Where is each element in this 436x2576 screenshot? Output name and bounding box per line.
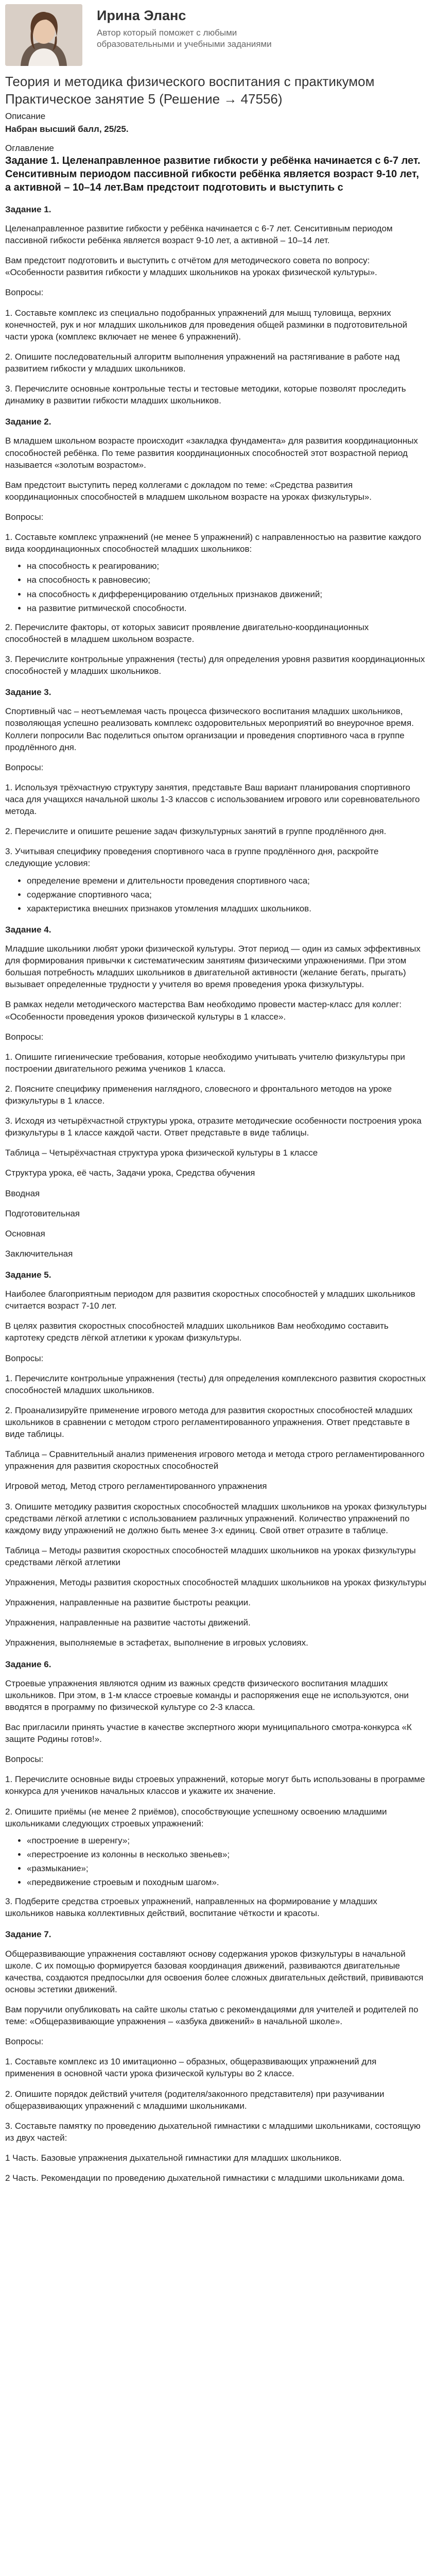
list-item: • на способность к реагированию;: [27, 560, 427, 572]
task-paragraph: 3. Составьте памятку по проведению дыхательной гимнастики с младшими школьниками, состоящую из двух частей:: [5, 2121, 421, 2143]
task-paragraph: 1. Используя трёхчастную структуру занятия, представьте Ваш вариант планирования спортивного часа для учащихся начальной школы 1-3 классов с использованием игрового или соревновательного метода.: [5, 782, 420, 817]
task-paragraph: 3. Подберите средства строевых упражнений, направленных на формирование у младших школьников навыка коллективных действий, воспитание чёткости и красоты.: [5, 1896, 377, 1919]
task-paragraph: Вопросы:: [5, 1031, 44, 1042]
task-paragraph: Вопросы:: [5, 762, 44, 772]
task-paragraph: Заключительная: [5, 1248, 73, 1259]
score-text: Набран высший балл, 25/25.: [5, 124, 129, 134]
task-title: Задание 3.: [5, 687, 51, 698]
list-item: • содержание спортивного часа;: [27, 889, 427, 901]
task-paragraph: Вам предстоит выступить перед коллегами с докладом по теме: «Средства развития координационных способностей в младшем школьном возрасте на уроках физкультуры».: [5, 480, 372, 502]
list-item: • характеристика внешних признаков утомления младших школьников.: [27, 903, 427, 914]
task-paragraph: Младшие школьники любят уроки физической культуры. Этот период — один из самых эффективных для формирования привычки к систематическим занятиям физическими упражнениями. При этом большая потребность младших школьников в двигательной активности (желание бегать, прыгать) вызывает определенные трудности у учителя во время проведения урока физкультуры.: [5, 943, 421, 990]
task-paragraph: Упражнения, выполняемые в эстафетах, выполнение в игровых условиях.: [5, 1638, 308, 1648]
list-item: • «передвижение строевым и походным шагом».: [27, 1876, 427, 1888]
task-paragraph: 2. Перечислите и опишите решение задач физкультурных занятий в группе продлённого дня.: [5, 826, 387, 837]
task-paragraph: 1. Составьте комплекс упражнений (не менее 5 упражнений) с направленностью на развитие каждого вида координационных способностей младших школьников:: [5, 532, 422, 554]
task-paragraph: Упражнения, направленные на развитие быстроты реакции.: [5, 1598, 251, 1608]
task-paragraph: 2. Опишите порядок действий учителя (родителя/законного представителя) при разучивании общеразвивающих упражнений с младшими школьниками.: [5, 2089, 385, 2111]
task-paragraph: 2. Поясните специфику применения наглядного, словесного и фронтального методов на уроке физкультуры в 1 классе.: [5, 1083, 392, 1106]
task-paragraph: 1. Составьте комплекс из специально подобранных упражнений для мышц туловища, верхних конечностей, рук и ног младших школьников для проведения общей разминки в подготовительной части урока (комплекс включает не менее 6 упражнений).: [5, 308, 408, 342]
task-paragraph: 3. Исходя из четырёхчастной структуры урока, отразите методические особенности построения урока физкультуры в 1 классе каждой части. Ответ представьте в виде таблицы.: [5, 1116, 422, 1138]
task-paragraph: 1. Составьте комплекс из 10 имитационно – образных, общеразвивающих упражнений для применения в основной части урока физической культуры во 2 классе.: [5, 2057, 377, 2079]
author-name[interactable]: Ирина Эланс: [97, 8, 186, 23]
task-section: [5, 1928, 427, 2184]
task-section: [5, 686, 427, 914]
task-paragraph: 1. Перечислите контрольные упражнения (тесты) для определения комплексного развития скоростных способностей младших школьников.: [5, 1373, 426, 1395]
task-paragraph: 1. Перечислите основные виды строевых упражнений, которые могут быть использованы в программе конкурса для учеников начальных классов и укажите их значение.: [5, 1774, 425, 1797]
task-paragraph: Вопросы:: [5, 287, 44, 298]
task-paragraph: Спортивный час – неотъемлемая часть процесса физического воспитания младших школьников, позволяющая успешно реализовать комплекс оздоровительных мероприятий во внеурочное время. Коллеги попросили Вас поделиться опытом организации и проведения спортивного часа в группе продлённого дня.: [5, 706, 414, 752]
task-paragraph: 2. Опишите последовательный алгоритм выполнения упражнений на растягивание в работе над развитием гибкости у младших школьников.: [5, 351, 400, 374]
task-paragraph: Целенаправленное развитие гибкости у ребёнка начинается с 6-7 лет. Сенситивным периодом пассивной гибкости ребёнка является возраст 9-10 лет, а активной – 10–14 лет.: [5, 224, 393, 246]
task-paragraph: Вопросы:: [5, 1754, 44, 1765]
list-item: • «размыкание»;: [27, 1862, 427, 1874]
author-description: Автор который поможет с любыми образовательными и учебными заданиями: [97, 27, 272, 49]
list-item: • определение времени и длительности проведения спортивного часа;: [27, 875, 427, 887]
task-paragraph: Вводная: [5, 1188, 40, 1198]
task-paragraph: Строевые упражнения являются одним из важных средств физического воспитания младших школьников. При этом, в 1-м классе строевые команды и распоряжения еще не используются, они вводятся в программу по физической культуре со 2-3 класса.: [5, 1678, 409, 1712]
list-item: • на способность к равновесию;: [27, 574, 427, 586]
task-title: Задание 7.: [5, 1929, 51, 1940]
list-item: • на способность к дифференцированию отдельных признаков движений;: [27, 588, 427, 600]
task-title: Задание 2.: [5, 417, 51, 427]
task-paragraph: 2 Часть. Рекомендации по проведению дыхательной гимнастики с младшими школьниками дома.: [5, 2173, 405, 2183]
bullet-list: [5, 560, 427, 614]
task-paragraph: 3. Учитывая специфику проведения спортивного часа в группе продлённого дня, раскройте следующие условия:: [5, 846, 379, 869]
task-section: [5, 204, 427, 406]
task-paragraph: 3. Перечислите контрольные упражнения (тесты) для определения уровня развития координационных способностей у младших школьников.: [5, 654, 425, 676]
task-paragraph: 2. Опишите приёмы (не менее 2 приёмов), способствующие успешному освоению младшими школьниками следующих строевых упражнений:: [5, 1806, 387, 1828]
task-paragraph: Вопросы:: [5, 1353, 44, 1363]
toc-label: Оглавление: [5, 143, 54, 153]
task-paragraph: 3. Опишите методику развития скоростных способностей младших школьников на уроках физкультуры средствами лёгкой атлетики с использованием различных упражнений. Количество упражнений по каждому виду упражнений не должно быть менее 3-х единиц. Свой ответ отразите в таблице.: [5, 1501, 427, 1535]
task-paragraph: Вас пригласили принять участие в качестве экспертного жюри муниципального смотра-конкурса «К защите Родины готов!».: [5, 1722, 412, 1744]
task-title: Задание 5.: [5, 1270, 51, 1280]
list-item: • «перестроение из колонны в несколько звеньев»;: [27, 1849, 427, 1860]
task-paragraph: 2. Перечислите факторы, от которых зависит проявление двигательно-координационных способностей в младшем школьном возрасте.: [5, 622, 369, 644]
task-paragraph: Подготовительная: [5, 1208, 80, 1218]
task-paragraph: В рамках недели методического мастерства Вам необходимо провести мастер-класс для коллег: «Особенности проведения уроков физической культуры в 1 классе».: [5, 999, 402, 1022]
list-item: • на развитие ритмической способности.: [27, 602, 427, 614]
task-paragraph: Вопросы:: [5, 2037, 44, 2047]
task-paragraph: Общеразвивающие упражнения составляют основу содержания уроков физкультуры в начальной школе. С их помощью формируется базовая координация движений, развиваются двигательные качества, создаются предпосылки для освоения более сложных двигательных действий, прививаются основы эстетики движений.: [5, 1948, 424, 1994]
bullet-list: [5, 1835, 427, 1888]
author-info: [82, 4, 282, 50]
task-headline: Задание 1. Целенаправленное развитие гибкости у ребёнка начинается с 6-7 лет. Сенситивным периодом пассивной гибкости ребёнка является возраст 9-10 лет, а активной – 10–14 лет.Вам предстоит подготовить и выступить с: [5, 155, 421, 193]
task-paragraph: 1 Часть. Базовые упражнения дыхательной гимнастики для младших школьников.: [5, 2153, 342, 2163]
tasks-container: [5, 204, 427, 2184]
task-paragraph: Основная: [5, 1228, 45, 1239]
task-paragraph: 3. Перечислите основные контрольные тесты и тестовые методики, которые позволят проследить динамику в развитии гибкости младших школьников.: [5, 384, 406, 406]
list-item: • «построение в шеренгу»;: [27, 1835, 427, 1846]
avatar[interactable]: [5, 4, 82, 66]
task-paragraph: В младшем школьном возрасте происходит «закладка фундамента» для развития координационных способностей ребёнка. По теме развития координационных способностей этот возрастной период называется «золотым возрастом».: [5, 436, 418, 470]
task-paragraph: Наиболее благоприятным периодом для развития скоростных способностей у младших школьников считается возраст 7-10 лет.: [5, 1289, 415, 1311]
task-paragraph: Таблица – Методы развития скоростных способностей младших школьников на уроках физкультуры средствами лёгкой атлетики: [5, 1545, 416, 1567]
task-paragraph: В целях развития скоростных способностей младших школьников Вам необходимо составить картотеку средств лёгкой атлетики к урокам физкультуры.: [5, 1321, 389, 1343]
task-title: Задание 6.: [5, 1659, 51, 1669]
task-paragraph: Таблица – Сравнительный анализ применения игрового метода и метода строго регламентированного упражнения для развития скоростных способностей: [5, 1449, 425, 1471]
task-title: Задание 4.: [5, 924, 51, 935]
task-section: [5, 1269, 427, 1649]
task-section: [5, 924, 427, 1260]
description-label: Описание: [5, 111, 46, 121]
task-paragraph: Таблица – Четырёхчастная структура урока физической культуры в 1 классе: [5, 1148, 318, 1158]
author-card: [5, 0, 427, 66]
bullet-list: [5, 875, 427, 914]
task-paragraph: Вопросы:: [5, 512, 44, 522]
task-paragraph: Упражнения, Методы развития скоростных способностей младших школьников на уроках физкультуры: [5, 1578, 427, 1588]
task-section: [5, 416, 427, 677]
task-paragraph: Вам предстоит подготовить и выступить с отчётом для методического совета по вопросу: «Особенности развития гибкости у младших школьников на уроках физической культуры».: [5, 256, 377, 278]
task-paragraph: 2. Проанализируйте применение игрового метода для развития скоростных способностей младших школьников в сравнении с методом строго регламентированного упражнения. Ответ представьте в виде таблицы.: [5, 1405, 413, 1439]
task-paragraph: 1. Опишите гигиенические требования, которые необходимо учитывать учителю физкультуры при построении двигательного режима учеников 1 класса.: [5, 1052, 405, 1074]
author-photo-icon: [5, 4, 82, 66]
task-paragraph: Упражнения, направленные на развитие частоты движений.: [5, 1618, 251, 1628]
task-paragraph: Структура урока, её часть, Задачи урока, Средства обучения: [5, 1168, 255, 1178]
page-title: Теория и методика физического воспитания с практикумом Практическое занятие 5 (Решение → 47556): [5, 74, 375, 107]
task-title: Задание 1.: [5, 204, 51, 214]
task-paragraph: Вам поручили опубликовать на сайте школы статью с рекомендациями для учителей и родителей по теме: «Общеразвивающие упражнения – «азбука движений» в начальной школе».: [5, 2004, 418, 2027]
task-section: [5, 1658, 427, 1920]
task-paragraph: Игровой метод, Метод строго регламентированного упражнения: [5, 1481, 267, 1492]
